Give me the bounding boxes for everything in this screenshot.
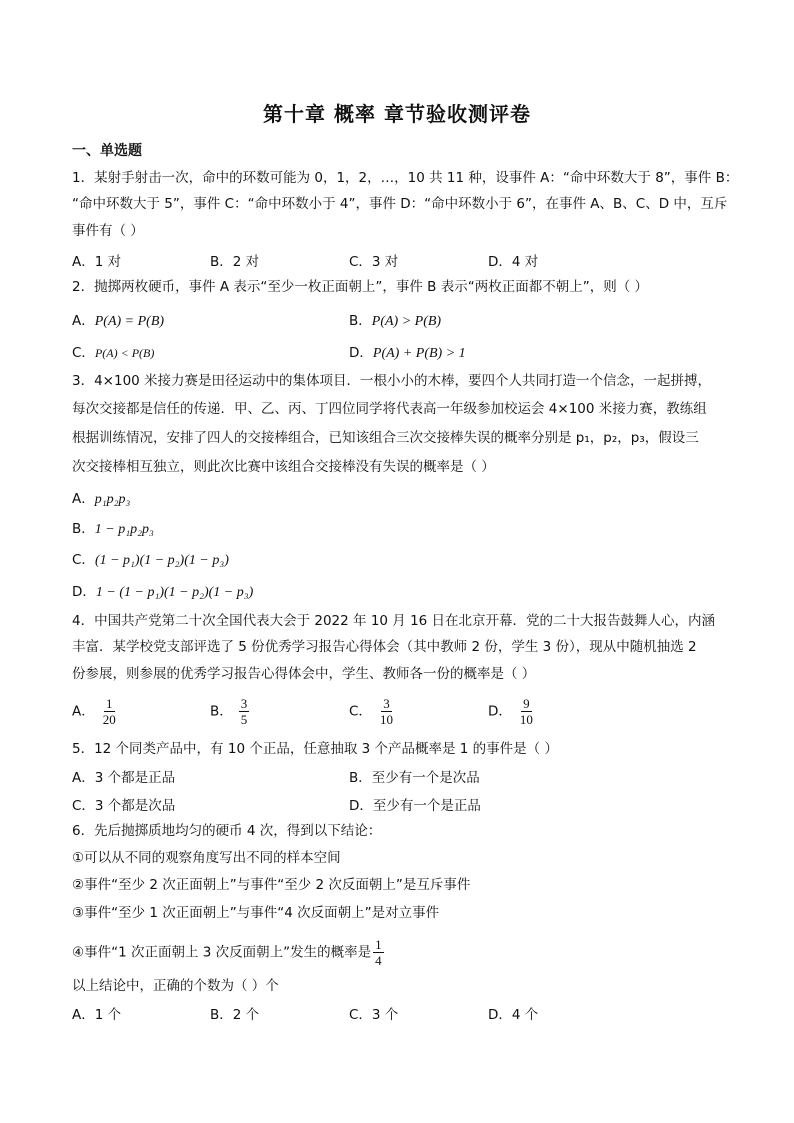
q2-option-d-math: P(A) + P(B) > 1: [372, 346, 466, 361]
q2-option-a-math: P(A) = P(B): [94, 314, 165, 329]
q6-statement-2: ②事件“至少 2 次正面朝上”与事件“至少 2 次反面朝上”是互斥事件: [72, 877, 471, 893]
q6-option-b[interactable]: B．2 个: [210, 1007, 260, 1023]
q5-option-a[interactable]: A．3 个都是正品: [72, 770, 176, 786]
q4-line3: 份参展，则参展的优秀学习报告心得体会中，学生、教师各一份的概率是（ ）: [72, 666, 536, 682]
q2-option-b-math: P(A) > P(B): [371, 314, 442, 329]
q6-statement-1: ①可以从不同的观察角度写出不同的样本空间: [72, 850, 341, 866]
q3-option-d[interactable]: [72, 580, 253, 601]
q4-option-b-fraction: [239, 696, 250, 727]
q6-line1: 6．先后抛掷质地均匀的硬币 4 次，得到以下结论：: [72, 823, 382, 839]
q6-option-c[interactable]: C．3 个: [349, 1007, 399, 1023]
q4-option-d-fraction: [518, 696, 535, 727]
q4-option-c[interactable]: [349, 696, 395, 727]
q3-option-c-math: (1 − p₁)(1 − p₂)(1 − p₃): [94, 553, 229, 568]
q4-c-numerator: 3: [383, 696, 390, 711]
q3-option-d-label: D．: [72, 584, 96, 600]
q3-line4: 次交接棒相互独立，则此次比赛中该组合交接棒没有失误的概率是（ ）: [72, 459, 495, 475]
q4-option-a-fraction: [101, 696, 118, 727]
q3-option-b-label: B．: [72, 521, 95, 537]
q6-statement-4-text: ④事件“1 次正面朝上 3 次反面朝上”发生的概率是: [72, 944, 372, 961]
q4-option-b[interactable]: [210, 696, 249, 727]
q4-a-denominator: 20: [102, 712, 116, 727]
q4-b-numerator: 3: [240, 696, 248, 711]
q3-option-d-math: 1 − (1 − p₁)(1 − p₂)(1 − p₃): [95, 585, 254, 600]
q3-line1: 3．4×100 米接力赛是田径运动中的集体项目．一根小小的木棒，要四个人共同打造一个信念，一起拼搏，: [72, 373, 712, 389]
q1-line3: 事件有（ ）: [72, 223, 144, 239]
q6-s4-numerator: 1: [375, 937, 382, 952]
q4-d-denominator: 10: [519, 712, 533, 727]
q3-line2: 每次交接都是信任的传递．甲、乙、丙、丁四位同学将代表高一年级参加校运会 4×100 米接力赛，教练组: [72, 401, 707, 417]
q6-s4-denominator: 4: [375, 953, 382, 968]
q5-option-d[interactable]: D．至少有一个是正品: [349, 798, 481, 814]
q4-option-d-label: D．: [488, 703, 512, 720]
q4-line2: 丰富．某学校党支部评选了 5 份优秀学习报告心得体会（其中教师 2 份，学生 3 份），现从中随机抽选 2: [72, 639, 697, 655]
q4-c-denominator: 10: [379, 712, 393, 727]
q2-option-c[interactable]: [72, 341, 154, 361]
q6-statement-3: ③事件“至少 1 次正面朝上”与事件“4 次反面朝上”是对立事件: [72, 905, 440, 921]
q4-a-numerator: 1: [106, 696, 113, 711]
q3-option-a-label: A．: [72, 491, 95, 507]
q6-statement-4-fraction: [373, 937, 384, 968]
q1-option-a[interactable]: A．1 对: [72, 254, 122, 270]
q2-option-d-label: D．: [349, 345, 373, 361]
q3-option-c[interactable]: [72, 548, 229, 569]
q4-option-a-label: A．: [72, 703, 95, 720]
q2-option-b-label: B．: [349, 313, 372, 329]
q2-option-b[interactable]: [349, 309, 441, 330]
q2-line1: 2．抛掷两枚硬币，事件 A 表示“至少一枚正面朝上”，事件 B 表示“两枚正面都不朝上”，则（ ）: [72, 279, 649, 295]
q4-b-denominator: 5: [240, 712, 248, 727]
q1-option-d[interactable]: D．4 对: [488, 254, 539, 270]
q3-option-a[interactable]: [72, 487, 130, 508]
q2-option-a[interactable]: [72, 309, 164, 330]
q6-question-end: 以上结论中，正确的个数为（ ）个: [72, 978, 279, 994]
q3-option-c-label: C．: [72, 552, 95, 568]
q4-option-d[interactable]: [488, 696, 535, 727]
q3-option-a-math: p₁p₂p₃: [94, 492, 131, 507]
q3-option-b-math: 1 − p₁p₂p₃: [94, 522, 154, 537]
page-title: 第十章 概率 章节验收测评卷: [263, 102, 531, 126]
q6-statement-4: [72, 937, 384, 968]
q4-option-b-label: B．: [210, 703, 233, 720]
q5-option-b[interactable]: B．至少有一个是次品: [349, 770, 480, 786]
q5-line1: 5．12 个同类产品中，有 10 个正品，任意抽取 3 个产品概率是 1 的事件是（ ）: [72, 741, 558, 757]
q2-option-a-label: A．: [72, 313, 95, 329]
q6-option-d[interactable]: D．4 个: [488, 1007, 539, 1023]
q5-option-c[interactable]: C．3 个都是次品: [72, 798, 176, 814]
q4-line1: 4．中国共产党第二十次全国代表大会于 2022 年 10 月 16 日在北京开幕．党的二十大报告鼓舞人心，内涵: [72, 613, 716, 629]
q3-line3: 根据训练情况，安排了四人的交接棒组合，已知该组合三次交接棒失误的概率分别是 p₁，p₂，p₃，假设三: [72, 430, 699, 446]
q1-option-b[interactable]: B．2 对: [210, 254, 260, 270]
q4-option-c-fraction: [378, 696, 395, 727]
q1-line2: “命中环数大于 5”，事件 C：“命中环数小于 4”，事件 D：“命中环数小于 6”，在事件 A、B、C、D 中，互斥: [72, 196, 728, 212]
q1-option-c[interactable]: C．3 对: [349, 254, 399, 270]
q1-line1: 1．某射手射击一次，命中的环数可能为 0，1，2，…，10 共 11 种，设事件 A：“命中环数大于 8”，事件 B：: [72, 170, 739, 186]
q4-d-numerator: 9: [523, 696, 530, 711]
q4-option-c-label: C．: [349, 703, 372, 720]
section-heading: 一、单选题: [72, 143, 142, 159]
q6-option-a[interactable]: A．1 个: [72, 1007, 122, 1023]
q4-option-a[interactable]: [72, 696, 118, 727]
q2-option-d[interactable]: [349, 341, 466, 362]
q2-option-c-label: C．: [72, 345, 95, 361]
q2-option-c-math: P(A) < P(B): [94, 346, 155, 360]
q3-option-b[interactable]: [72, 517, 154, 538]
